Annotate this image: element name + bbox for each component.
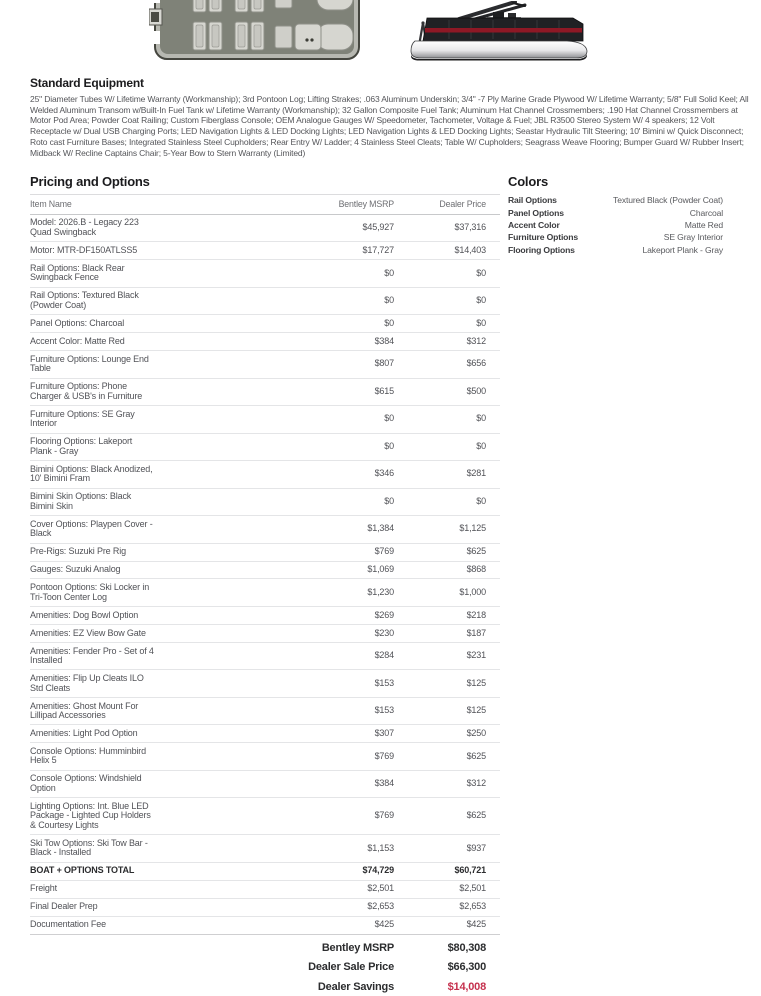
- item-cell: Ski Tow Options: Ski Tow Bar - Black - Installed: [30, 835, 304, 862]
- dealer-cell: $2,501: [394, 880, 500, 898]
- colors-value: Charcoal: [689, 207, 723, 218]
- dealer-cell: $231: [394, 642, 500, 669]
- colors-label: Rail Options: [508, 195, 557, 206]
- dealer-cell: $14,403: [394, 242, 500, 260]
- msrp-cell: $230: [304, 624, 394, 642]
- item-cell: Bimini Options: Black Anodized, 10' Bimini Fram: [30, 461, 304, 488]
- msrp-cell: $0: [304, 260, 394, 287]
- item-cell: Final Dealer Prep: [30, 898, 304, 916]
- table-row: [30, 798, 500, 835]
- msrp-cell: $0: [304, 315, 394, 333]
- item-cell: Amenities: Fender Pro - Set of 4 Installed: [30, 642, 304, 669]
- item-cell: Amenities: EZ View Bow Gate: [30, 624, 304, 642]
- table-row: [30, 606, 500, 624]
- table-header-row: [30, 195, 500, 215]
- colors-value: SE Gray Interior: [663, 232, 723, 243]
- pontoon-sideview-image: [397, 1, 592, 63]
- colors-row-panel: [508, 207, 723, 219]
- msrp-cell: $1,230: [304, 579, 394, 606]
- dealer-cell: $0: [394, 315, 500, 333]
- colors-row-furniture: [508, 231, 723, 243]
- dealer-cell: $281: [394, 461, 500, 488]
- colors-title: Colors: [508, 174, 548, 190]
- table-row: [30, 242, 500, 260]
- column-header-dealer: Dealer Price: [394, 195, 500, 215]
- dealer-cell: $625: [394, 743, 500, 770]
- table-row: [30, 642, 500, 669]
- dealer-cell: $0: [394, 488, 500, 515]
- msrp-cell: $307: [304, 725, 394, 743]
- item-cell: Furniture Options: SE Gray Interior: [30, 406, 304, 433]
- table-row: [30, 287, 500, 314]
- standard-equipment-section: [30, 76, 755, 158]
- msrp-cell: $153: [304, 697, 394, 724]
- item-cell: Console Options: Humminbird Helix 5: [30, 743, 304, 770]
- table-row: [30, 624, 500, 642]
- item-cell: Lighting Options: Int. Blue LED Package - Lighted Cup Holders & Courtesy Lights: [30, 798, 304, 835]
- item-cell: Amenities: Light Pod Option: [30, 725, 304, 743]
- pricing-section: [30, 174, 500, 996]
- summary-row-msrp: [30, 938, 500, 958]
- dealer-cell: $0: [394, 260, 500, 287]
- msrp-cell: $2,653: [304, 898, 394, 916]
- colors-value: Textured Black (Powder Coat): [613, 195, 723, 206]
- table-row: [30, 351, 500, 378]
- item-cell: Pre-Rigs: Suzuki Pre Rig: [30, 543, 304, 561]
- standard-equipment-title: Standard Equipment: [30, 76, 144, 90]
- msrp-cell: $74,729: [304, 862, 394, 880]
- table-row: [30, 898, 500, 916]
- table-row: [30, 561, 500, 579]
- msrp-cell: $769: [304, 798, 394, 835]
- msrp-cell: $0: [304, 287, 394, 314]
- colors-label: Flooring Options: [508, 244, 575, 255]
- dealer-cell: $0: [394, 433, 500, 460]
- totals-summary: [30, 938, 500, 996]
- msrp-cell: $807: [304, 351, 394, 378]
- table-row: [30, 725, 500, 743]
- dealer-cell: $937: [394, 835, 500, 862]
- colors-label: Panel Options: [508, 207, 564, 218]
- item-cell: Furniture Options: Phone Charger & USB's in Furniture: [30, 378, 304, 405]
- summary-value: $14,008: [447, 980, 486, 993]
- dealer-cell: $312: [394, 770, 500, 797]
- table-row: [30, 862, 500, 880]
- table-row: [30, 916, 500, 934]
- msrp-cell: $153: [304, 670, 394, 697]
- item-cell: Rail Options: Textured Black (Powder Coat): [30, 287, 304, 314]
- table-row: [30, 406, 500, 433]
- msrp-cell: $0: [304, 433, 394, 460]
- table-row: [30, 516, 500, 543]
- table-row: [30, 461, 500, 488]
- table-row: [30, 770, 500, 797]
- msrp-cell: $17,727: [304, 242, 394, 260]
- dealer-cell: $1,000: [394, 579, 500, 606]
- msrp-cell: $769: [304, 543, 394, 561]
- msrp-cell: $384: [304, 770, 394, 797]
- msrp-cell: $769: [304, 743, 394, 770]
- item-cell: Furniture Options: Lounge End Table: [30, 351, 304, 378]
- msrp-cell: $425: [304, 916, 394, 934]
- colors-label: Furniture Options: [508, 232, 579, 243]
- dealer-cell: $500: [394, 378, 500, 405]
- dealer-cell: $60,721: [394, 862, 500, 880]
- colors-row-rail: [508, 194, 723, 206]
- msrp-cell: $1,069: [304, 561, 394, 579]
- item-cell: Model: 2026.B - Legacy 223 Quad Swingback: [30, 214, 304, 241]
- dealer-cell: $656: [394, 351, 500, 378]
- dealer-cell: $37,316: [394, 214, 500, 241]
- colors-row-flooring: [508, 244, 723, 256]
- colors-row-accent: [508, 219, 723, 231]
- item-cell: Flooring Options: Lakeport Plank - Gray: [30, 433, 304, 460]
- colors-panel: [508, 174, 723, 256]
- item-cell: Freight: [30, 880, 304, 898]
- hero-images: [0, 0, 761, 63]
- column-header-item: Item Name: [30, 195, 304, 215]
- dealer-cell: $0: [394, 406, 500, 433]
- pontoon-floorplan-image: [149, 0, 365, 62]
- dealer-cell: $125: [394, 670, 500, 697]
- pricing-title: Pricing and Options: [30, 174, 150, 190]
- table-row: [30, 543, 500, 561]
- item-cell: Amenities: Ghost Mount For Lillipad Accessories: [30, 697, 304, 724]
- dealer-cell: $625: [394, 543, 500, 561]
- summary-label: Dealer Savings: [317, 980, 394, 993]
- table-row: [30, 315, 500, 333]
- msrp-cell: $284: [304, 642, 394, 669]
- dealer-cell: $250: [394, 725, 500, 743]
- item-cell: Rail Options: Black Rear Swingback Fence: [30, 260, 304, 287]
- summary-value: $66,300: [447, 961, 486, 973]
- msrp-cell: $0: [304, 406, 394, 433]
- dealer-cell: $2,653: [394, 898, 500, 916]
- table-row: [30, 880, 500, 898]
- table-row: [30, 743, 500, 770]
- table-row: [30, 260, 500, 287]
- standard-equipment-text: 25" Diameter Tubes W/ Lifetime Warranty (Workmanship); 3rd Pontoon Log; Lifting Strakes; .063 Aluminum Underskin; 3/4" -7 Ply Marine Grade Plywood W/ Lifetime Warranty; 5/8" Full Solid Keel; All Welded Aluminum Transom w/Built-In Fuel Tank w/ Lifetime Warranty (Workmanship); 32 Gallon Composite Fuel Tank; Aluminum Hat Channel Crossmembers; .190 Hat Channel Crossmembers at Motor Pod Area; Powder Coat Railing; Custom Fiberglass Console; OEM Analogue Gauges W/ Speedometer, Tachometer, Voltage & Fuel; JBL R3500 Stereo System W/ 4 speakers; 12 Volt Receptacle w/ Dual USB Charging Ports; LED Navigation Lights & LED Docking Lights; LED Navigation Lights & LED Docking Lights; Seastar Hydraulic Tilt Steering; 10' Bimini w/ Quick Disconnect; Roto cast Furniture Bases; Integrated Stainless Steel Cupholders; Rear Entry W/ Ladder; 4 Stainless Steel Cleats; Table W/ Cupholders; Seagrass Weave Flooring; Bumper Guard W/ Rubber Insert; Midback W/ Recline Captains Chair; 5-Year Bow to Stern Warranty (Limited): [30, 94, 749, 158]
- table-row: [30, 488, 500, 515]
- dealer-cell: $218: [394, 606, 500, 624]
- summary-label: Bentley MSRP: [321, 941, 394, 954]
- dealer-cell: $187: [394, 624, 500, 642]
- column-header-msrp: Bentley MSRP: [304, 195, 394, 215]
- dealer-cell: $0: [394, 287, 500, 314]
- colors-label: Accent Color: [508, 220, 560, 231]
- table-row: [30, 433, 500, 460]
- table-row: [30, 378, 500, 405]
- msrp-cell: $45,927: [304, 214, 394, 241]
- table-row: [30, 670, 500, 697]
- item-cell: Panel Options: Charcoal: [30, 315, 304, 333]
- item-cell: Documentation Fee: [30, 916, 304, 934]
- msrp-cell: $2,501: [304, 880, 394, 898]
- table-row: [30, 835, 500, 862]
- summary-value: $80,308: [447, 941, 486, 954]
- dealer-cell: $425: [394, 916, 500, 934]
- table-row: [30, 579, 500, 606]
- msrp-cell: $1,384: [304, 516, 394, 543]
- item-cell: Motor: MTR-DF150ATLSS5: [30, 242, 304, 260]
- item-cell: Amenities: Flip Up Cleats ILO Std Cleats: [30, 670, 304, 697]
- item-cell: Console Options: Windshield Option: [30, 770, 304, 797]
- dealer-cell: $625: [394, 798, 500, 835]
- summary-row-savings: [30, 977, 500, 996]
- table-row: [30, 697, 500, 724]
- msrp-cell: $384: [304, 333, 394, 351]
- dealer-cell: $1,125: [394, 516, 500, 543]
- item-cell: Amenities: Dog Bowl Option: [30, 606, 304, 624]
- msrp-cell: $1,153: [304, 835, 394, 862]
- msrp-cell: $346: [304, 461, 394, 488]
- colors-value: Lakeport Plank - Gray: [642, 244, 723, 255]
- item-cell: Pontoon Options: Ski Locker in Tri-Toon Center Log: [30, 579, 304, 606]
- item-cell: Cover Options: Playpen Cover - Black: [30, 516, 304, 543]
- summary-row-sale-price: [30, 957, 500, 977]
- item-cell: Bimini Skin Options: Black Bimini Skin: [30, 488, 304, 515]
- item-cell: Gauges: Suzuki Analog: [30, 561, 304, 579]
- colors-value: Matte Red: [684, 220, 723, 231]
- msrp-cell: $0: [304, 488, 394, 515]
- item-cell: BOAT + OPTIONS TOTAL: [30, 862, 304, 880]
- dealer-cell: $868: [394, 561, 500, 579]
- msrp-cell: $269: [304, 606, 394, 624]
- msrp-cell: $615: [304, 378, 394, 405]
- dealer-cell: $125: [394, 697, 500, 724]
- item-cell: Accent Color: Matte Red: [30, 333, 304, 351]
- dealer-cell: $312: [394, 333, 500, 351]
- table-row: [30, 333, 500, 351]
- summary-label: Dealer Sale Price: [308, 961, 394, 973]
- pricing-table: [30, 194, 500, 935]
- table-row: [30, 214, 500, 241]
